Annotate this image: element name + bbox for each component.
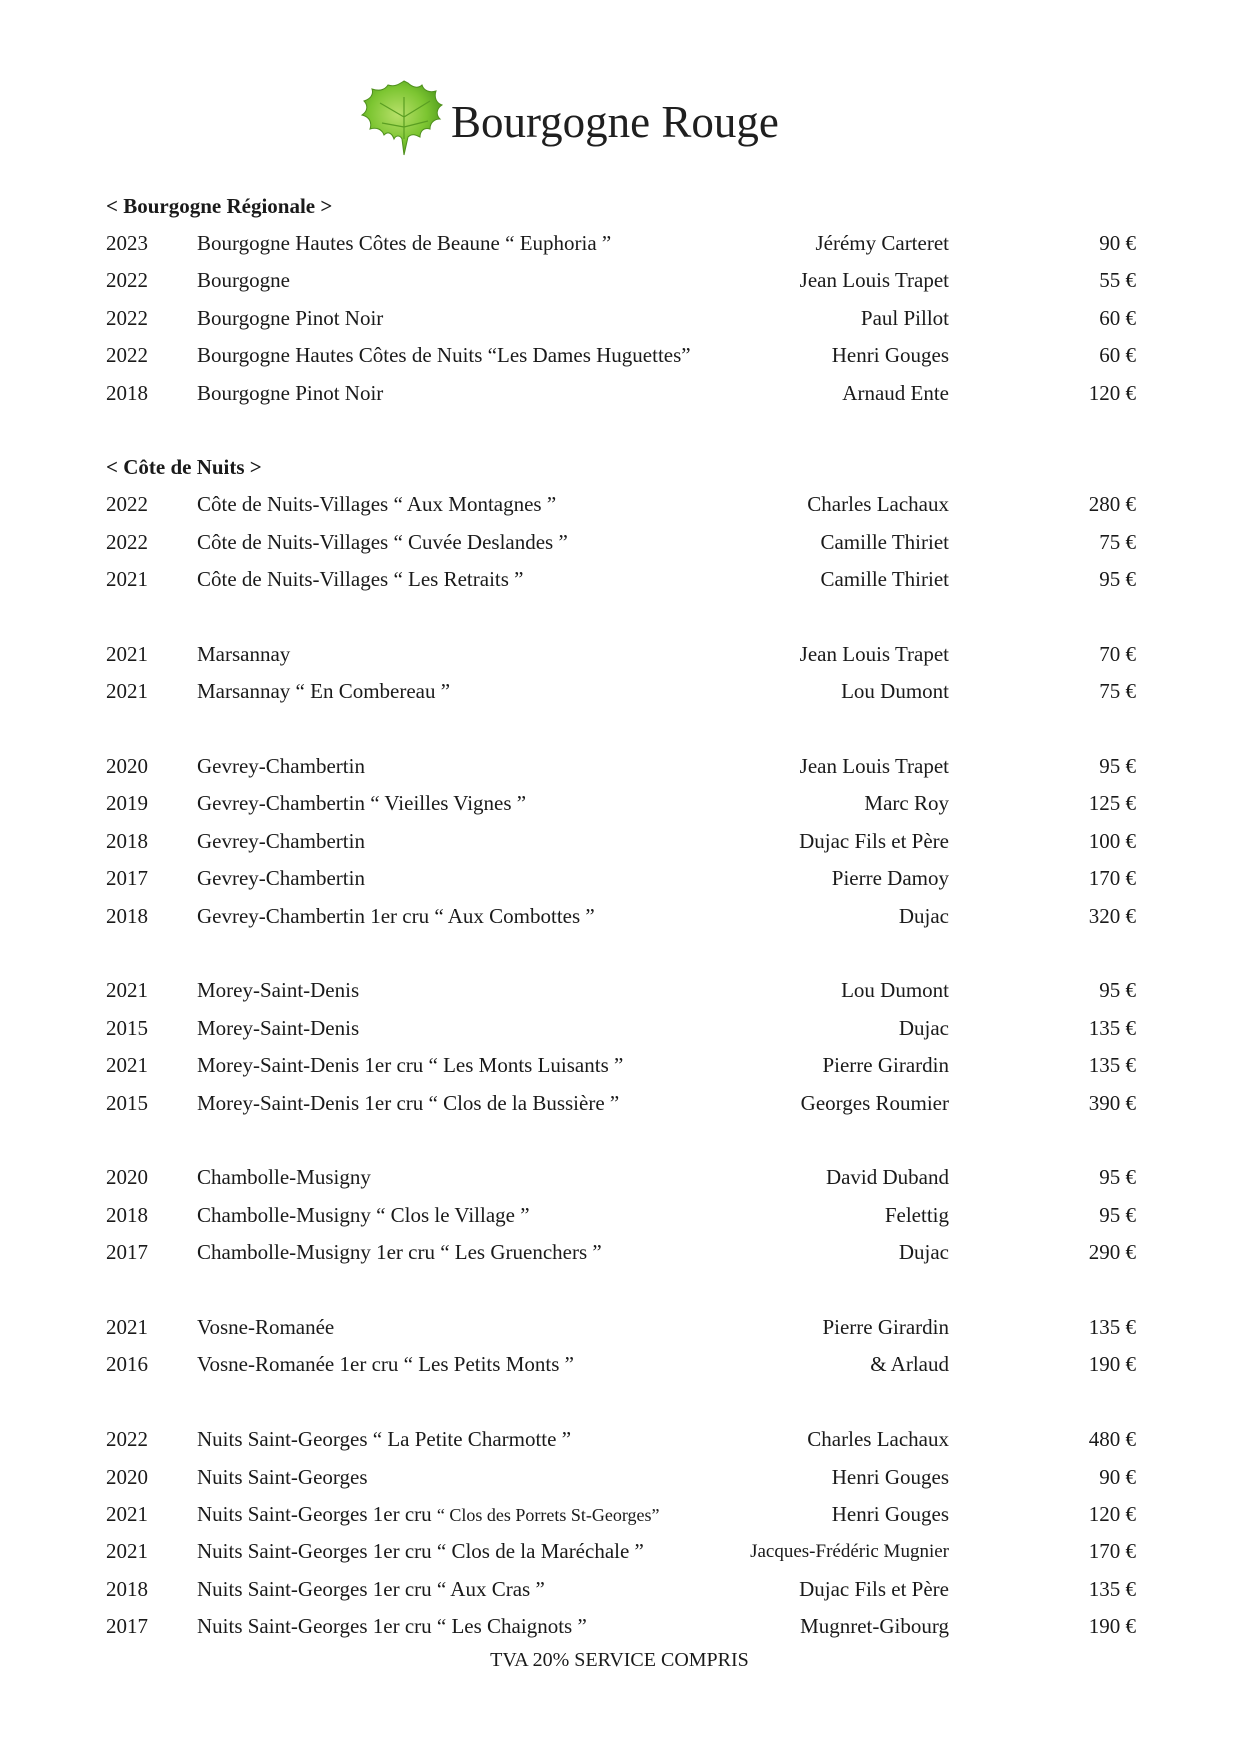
wine-producer: Felettig: [884, 1202, 949, 1227]
wine-name-text: Nuits Saint-Georges 1er cru “ Les Chaignots ”: [197, 1614, 587, 1639]
wine-producer: Jean Louis Trapet: [799, 268, 949, 293]
wine-vintage: 2021: [106, 567, 148, 592]
wine-price: 135 €: [1088, 1053, 1136, 1078]
wine-name: [197, 1608, 587, 1645]
wine-row: [0, 1234, 1239, 1271]
wine-vintage: 2018: [106, 380, 148, 405]
wine-row: [0, 524, 1239, 561]
wine-name-text: Marsannay: [197, 641, 291, 666]
wine-vintage: 2015: [106, 1090, 148, 1115]
wine-name: [197, 375, 383, 412]
wine-name-text: Bourgogne Hautes Côtes de Nuits “Les Dames Huguettes”: [197, 343, 691, 368]
wine-name-text: Côte de Nuits-Villages “ Cuvée Deslandes ”: [197, 529, 568, 554]
wine-name: [197, 972, 359, 1009]
wine-name: [197, 300, 383, 337]
wine-price: 390 €: [1088, 1090, 1136, 1115]
wine-row: [0, 337, 1239, 374]
wine-name: [197, 1085, 619, 1122]
wine-producer: & Arlaud: [870, 1352, 949, 1377]
wine-row: [0, 375, 1239, 412]
wine-price: 320 €: [1088, 903, 1136, 928]
wine-vintage: 2022: [106, 343, 148, 368]
wine-name: [197, 1421, 571, 1458]
wine-row: [0, 225, 1239, 262]
wine-row: [0, 972, 1239, 1009]
wine-price: 95 €: [1099, 754, 1136, 779]
wine-price: 55 €: [1099, 268, 1136, 293]
wine-name: [197, 1496, 660, 1534]
wine-name-text: Bourgogne: [197, 268, 290, 293]
wine-price: 60 €: [1099, 305, 1136, 330]
wine-price: 280 €: [1088, 492, 1136, 517]
wine-row: [0, 1159, 1239, 1196]
wine-price: 90 €: [1099, 1464, 1136, 1489]
wine-name-text: Nuits Saint-Georges “ La Petite Charmotte ”: [197, 1427, 572, 1452]
wine-producer: Charles Lachaux: [807, 1427, 949, 1452]
wine-vintage: 2021: [106, 679, 148, 704]
wine-price: 125 €: [1088, 791, 1136, 816]
wine-row: [0, 748, 1239, 785]
group-spacer: [0, 1122, 1239, 1159]
wine-name: [197, 748, 365, 785]
wine-vintage: 2019: [106, 791, 148, 816]
wine-row: [0, 1608, 1239, 1645]
wine-producer: David Duband: [825, 1165, 949, 1190]
wine-name-text: Bourgogne Pinot Noir: [197, 305, 384, 330]
wine-row: [0, 1085, 1239, 1122]
wine-producer: Dujac: [898, 1015, 949, 1040]
wine-row: [0, 636, 1239, 673]
wine-vintage: 2020: [106, 1165, 148, 1190]
wine-producer: Jérémy Carteret: [815, 231, 949, 255]
wine-name: [197, 1047, 623, 1084]
wine-vintage: 2021: [106, 1539, 148, 1564]
section-heading: < Côte de Nuits >: [106, 455, 262, 480]
wine-row: [0, 860, 1239, 897]
wine-name-text: Vosne-Romanée 1er cru “ Les Petits Monts ”: [197, 1352, 574, 1377]
wine-price: 75 €: [1099, 529, 1136, 554]
wine-price: 75 €: [1099, 679, 1136, 704]
wine-price: 135 €: [1088, 1015, 1136, 1040]
wine-name: [197, 561, 523, 598]
wine-row: [0, 898, 1239, 935]
wine-producer: Jean Louis Trapet: [799, 641, 949, 666]
wine-name-text: Vosne-Romanée: [197, 1314, 335, 1339]
group-spacer: [0, 1384, 1239, 1421]
wine-name: [197, 673, 450, 710]
wine-name-text: Nuits Saint-Georges 1er cru “ Aux Cras ”: [197, 1576, 545, 1601]
wine-name: [197, 898, 595, 935]
wine-name-text: Morey-Saint-Denis 1er cru “ Les Monts Luisants ”: [197, 1053, 624, 1078]
grape-leaf-icon: [358, 77, 450, 159]
wine-price: 120 €: [1088, 1501, 1136, 1526]
wine-name: [197, 1197, 530, 1234]
wine-price: 95 €: [1099, 978, 1136, 1003]
wine-name-text: Gevrey-Chambertin: [197, 828, 365, 853]
wine-name-text: Côte de Nuits-Villages “ Les Retraits ”: [197, 567, 524, 592]
wine-name-text: Nuits Saint-Georges 1er cru: [197, 1501, 437, 1526]
wine-vintage: 2018: [106, 1202, 148, 1227]
wine-vintage: 2022: [106, 492, 148, 517]
wine-row: [0, 1010, 1239, 1047]
wine-price: 90 €: [1099, 231, 1136, 255]
wine-name: [197, 262, 290, 299]
wine-vintage: 2023: [106, 231, 148, 255]
wine-row: [0, 1197, 1239, 1234]
wine-list: [0, 188, 1239, 1645]
wine-producer: Charles Lachaux: [807, 492, 949, 517]
wine-producer: Mugnret-Gibourg: [800, 1614, 949, 1639]
wine-producer: Camille Thiriet: [820, 529, 949, 554]
wine-name: [197, 524, 568, 561]
wine-producer: Jacques-Frédéric Mugnier: [750, 1541, 949, 1563]
wine-producer: Pierre Girardin: [822, 1314, 949, 1339]
page-header: [0, 72, 1239, 162]
wine-price: 480 €: [1088, 1427, 1136, 1452]
wine-price: 95 €: [1099, 1165, 1136, 1190]
wine-name-text: Chambolle-Musigny: [197, 1165, 371, 1190]
wine-vintage: 2022: [106, 529, 148, 554]
wine-price: 190 €: [1088, 1352, 1136, 1377]
wine-row: [0, 1459, 1239, 1496]
footer-note: TVA 20% SERVICE COMPRIS: [490, 1649, 749, 1671]
group-spacer: [0, 711, 1239, 748]
wine-row: [0, 1533, 1239, 1570]
wine-name-text: Morey-Saint-Denis 1er cru “ Clos de la Bussière ”: [197, 1090, 620, 1115]
wine-name-text: Nuits Saint-Georges: [197, 1464, 368, 1489]
wine-vintage: 2022: [106, 1427, 148, 1452]
wine-name: [197, 1346, 574, 1383]
wine-name: [197, 1533, 644, 1570]
wine-vintage: 2021: [106, 641, 148, 666]
wine-price: 95 €: [1099, 1202, 1136, 1227]
wine-vintage: 2018: [106, 903, 148, 928]
wine-name: [197, 225, 611, 262]
wine-producer: Lou Dumont: [841, 679, 949, 704]
section-heading: < Bourgogne Régionale >: [106, 194, 333, 218]
wine-name: [197, 636, 290, 673]
wine-producer: Camille Thiriet: [820, 567, 949, 592]
wine-vintage: 2017: [106, 1240, 148, 1265]
wine-vintage: 2020: [106, 1464, 148, 1489]
wine-name: [197, 823, 365, 860]
wine-row: [0, 1047, 1239, 1084]
wine-name-text: Bourgogne Hautes Côtes de Beaune “ Euphoria ”: [197, 231, 612, 255]
section-spacer: [0, 412, 1239, 449]
wine-name: [197, 860, 365, 897]
wine-price: 135 €: [1088, 1576, 1136, 1601]
wine-vintage: 2018: [106, 1576, 148, 1601]
wine-producer: Paul Pillot: [860, 305, 949, 330]
wine-price: 100 €: [1088, 828, 1136, 853]
wine-name-text: Morey-Saint-Denis: [197, 1015, 360, 1040]
wine-vintage: 2022: [106, 268, 148, 293]
wine-producer: Pierre Girardin: [822, 1053, 949, 1078]
wine-price: 95 €: [1099, 567, 1136, 592]
wine-producer: Lou Dumont: [841, 978, 949, 1003]
group-spacer: [0, 935, 1239, 972]
wine-row: [0, 1346, 1239, 1383]
wine-price: 170 €: [1088, 866, 1136, 891]
wine-price: 70 €: [1099, 641, 1136, 666]
wine-price: 190 €: [1088, 1614, 1136, 1639]
wine-row: [0, 486, 1239, 523]
wine-name: [197, 1459, 368, 1496]
wine-producer: Marc Roy: [864, 791, 949, 816]
wine-row: [0, 785, 1239, 822]
wine-producer: Henri Gouges: [831, 1464, 949, 1489]
wine-vintage: 2021: [106, 1501, 148, 1526]
wine-vintage: 2017: [106, 866, 148, 891]
wine-name-text: Chambolle-Musigny “ Clos le Village ”: [197, 1202, 530, 1227]
wine-producer: Henri Gouges: [831, 1501, 949, 1526]
wine-row: [0, 262, 1239, 299]
wine-producer: Dujac: [898, 1240, 949, 1265]
wine-name-text: Gevrey-Chambertin “ Vieilles Vignes ”: [197, 791, 527, 816]
wine-name-text: Gevrey-Chambertin 1er cru “ Aux Combottes ”: [197, 903, 595, 928]
wine-price: 135 €: [1088, 1314, 1136, 1339]
wine-name: [197, 1159, 371, 1196]
wine-name: [197, 785, 526, 822]
wine-name-text: Nuits Saint-Georges 1er cru “ Clos de la Maréchale ”: [197, 1539, 644, 1564]
wine-vintage: 2017: [106, 1614, 148, 1639]
wine-vintage: 2016: [106, 1352, 148, 1377]
wine-vintage: 2020: [106, 754, 148, 779]
wine-producer: Jean Louis Trapet: [799, 754, 949, 779]
wine-vintage: 2021: [106, 978, 148, 1003]
wine-name-text: Gevrey-Chambertin: [197, 754, 365, 779]
wine-name-text: Marsannay “ En Combereau ”: [197, 679, 451, 704]
wine-vintage: 2018: [106, 828, 148, 853]
wine-row: [0, 823, 1239, 860]
wine-name: [197, 1010, 359, 1047]
wine-name: [197, 1234, 602, 1271]
wine-row: [0, 1309, 1239, 1346]
wine-row: [0, 673, 1239, 710]
wine-vintage: 2021: [106, 1053, 148, 1078]
page-title: Bourgogne Rouge: [451, 97, 779, 147]
wine-name: [197, 1309, 334, 1346]
wine-row: [0, 1496, 1239, 1533]
wine-vintage: 2015: [106, 1015, 148, 1040]
wine-name-text: Chambolle-Musigny 1er cru “ Les Gruenchers ”: [197, 1240, 602, 1265]
wine-price: 290 €: [1088, 1240, 1136, 1265]
wine-name-text: Bourgogne Pinot Noir: [197, 380, 384, 405]
wine-row: [0, 1571, 1239, 1608]
wine-producer: Dujac Fils et Père: [799, 1576, 949, 1601]
wine-producer: Arnaud Ente: [842, 380, 949, 405]
wine-name: [197, 486, 556, 523]
wine-price: 120 €: [1088, 380, 1136, 405]
wine-producer: Georges Roumier: [800, 1090, 949, 1115]
wine-row: [0, 300, 1239, 337]
wine-producer: Henri Gouges: [831, 343, 949, 368]
group-spacer: [0, 1272, 1239, 1309]
wine-name: [197, 337, 691, 374]
wine-name-text: Morey-Saint-Denis: [197, 978, 360, 1003]
wine-price: 170 €: [1088, 1539, 1136, 1564]
wine-vintage: 2022: [106, 305, 148, 330]
wine-name-climat: “ Clos des Porrets St-Georges”: [436, 1504, 660, 1525]
wine-name-text: Gevrey-Chambertin: [197, 866, 365, 891]
wine-producer: Dujac: [898, 903, 949, 928]
wine-producer: Pierre Damoy: [831, 866, 949, 891]
wine-name: [197, 1571, 545, 1608]
wine-vintage: 2021: [106, 1314, 148, 1339]
group-spacer: [0, 599, 1239, 636]
wine-row: [0, 561, 1239, 598]
wine-row: [0, 1421, 1239, 1458]
wine-producer: Dujac Fils et Père: [799, 828, 949, 853]
wine-name-text: Côte de Nuits-Villages “ Aux Montagnes ”: [197, 492, 557, 517]
wine-price: 60 €: [1099, 343, 1136, 368]
